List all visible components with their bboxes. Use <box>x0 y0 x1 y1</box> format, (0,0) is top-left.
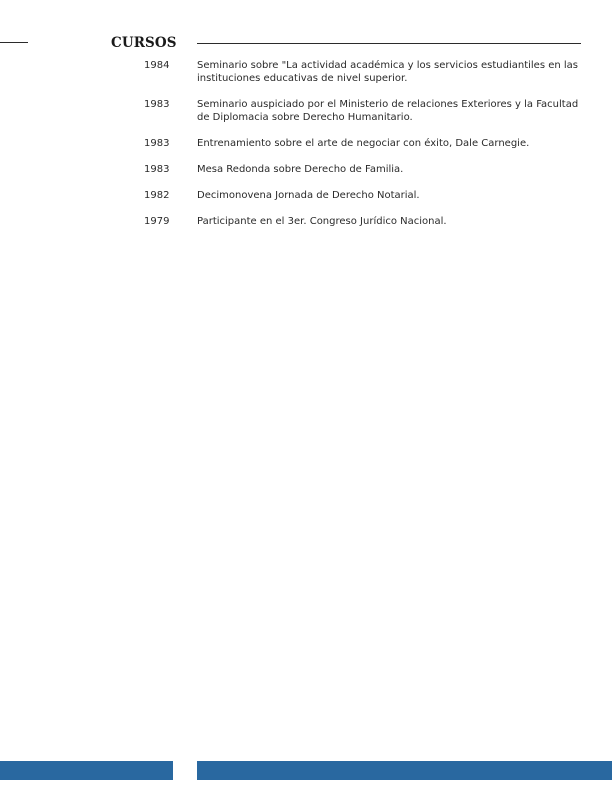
course-entry <box>0 189 612 202</box>
course-entry <box>0 137 612 150</box>
course-description: Entrenamiento sobre el arte de negociar con éxito, Dale Carnegie. <box>197 138 530 149</box>
section-title: CURSOS <box>111 35 177 51</box>
course-entry <box>0 215 612 228</box>
course-year: 1984 <box>144 60 170 71</box>
footer-bar-left <box>0 761 173 780</box>
course-year: 1979 <box>144 216 170 227</box>
course-description: Participante en el 3er. Congreso Jurídico Nacional. <box>197 216 447 227</box>
course-description: Seminario sobre "La actividad académica y los servicios estudiantiles en las instituciones educativas de nivel superior. <box>197 60 579 84</box>
course-list <box>0 59 612 241</box>
course-year: 1983 <box>144 99 170 110</box>
course-entry <box>0 98 612 124</box>
course-year: 1982 <box>144 190 170 201</box>
left-margin-rule <box>0 42 28 43</box>
course-description: Decimonovena Jornada de Derecho Notarial. <box>197 190 420 201</box>
course-entry <box>0 59 612 85</box>
footer-bar-right <box>197 761 612 780</box>
course-description: Seminario auspiciado por el Ministerio de relaciones Exteriores y la Facultad de Diplomacia sobre Derecho Humanitario. <box>197 99 579 123</box>
course-description: Mesa Redonda sobre Derecho de Familia. <box>197 164 404 175</box>
section-title-rule <box>197 43 581 44</box>
course-year: 1983 <box>144 138 170 149</box>
course-year: 1983 <box>144 164 170 175</box>
course-entry <box>0 163 612 176</box>
